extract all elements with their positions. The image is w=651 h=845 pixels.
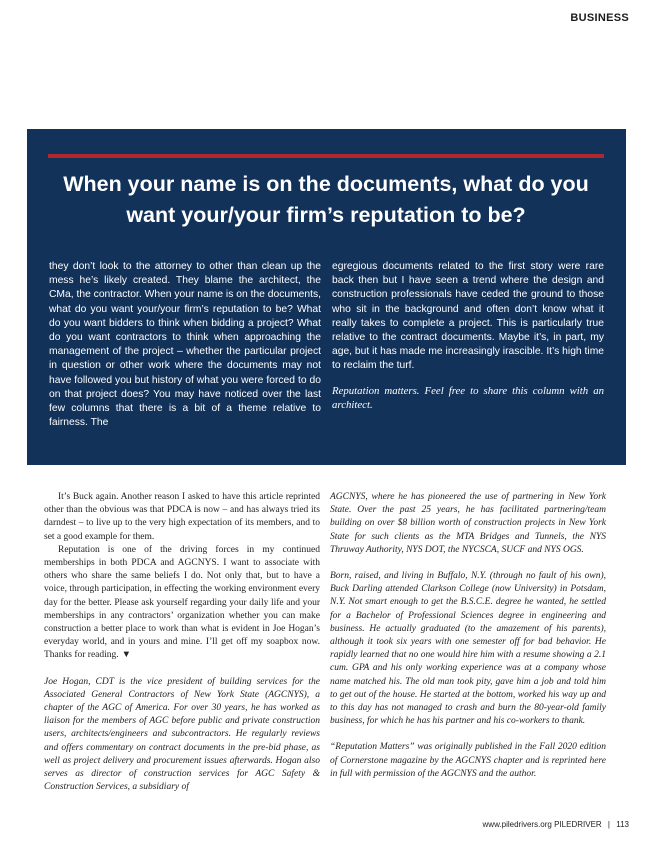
accent-rule xyxy=(48,154,604,158)
footer-separator: | xyxy=(607,820,610,829)
banner-column-right xyxy=(332,260,604,430)
article-column-right xyxy=(330,491,606,794)
body-paragraph-2-text: Reputation is one of the driving forces in my continued memberships in both PDCA and AGCNYS. I want to associate with others who share the same beliefs I do. Not only that, but to have a voice, through participation, in effecting the working environment every day for the better. Please ask yourself regarding your daily life and your memberships in any contractors’ organization whether you can make construction a better place to work than what is evident in Joe Hogan’s everyday world, and in yours and mine. I’ll get off my soapbox now. Thanks for reading. xyxy=(44,544,320,661)
body-paragraph-2 xyxy=(44,544,320,663)
footer-publication: PILEDRIVER xyxy=(554,820,602,829)
footer-url[interactable]: www.piledrivers.org xyxy=(482,820,552,829)
pull-quote-banner xyxy=(27,129,626,465)
article-column-left xyxy=(44,491,320,794)
banner-columns xyxy=(49,260,604,430)
article-body xyxy=(44,491,606,794)
author-bio-hogan: Joe Hogan, CDT is the vice president of building services for the Associated General Contractors of New York State (AGCNYS), a chapter of the AGC of America. For over 30 years, he has worked as liaison for the members of AGC before public and private construction users, architects/engineers and subcontractors. He regularly reviews and offers commentary on contract documents in the pre-bid phase, as well as project delivery and procurement issues afterwards. Hogan also serves as director of construction services for AGC Safety & Construction Services, a subsidiary of xyxy=(44,676,320,793)
body-paragraph-1: It’s Buck again. Another reason I asked to have this article reprinted other than the obvious was that PDCA is now – and has always tried its darndest – to live up to the very high expectation of its members, and to set a good example for them. xyxy=(44,492,320,542)
banner-right-text: egregious documents related to the first story were rare back then but I have seen a trend where the design and construction professionals have ceded the ground to those who sit in the background and often don’t know what it really takes to complete a project. This is particularly true relative to the contract documents. Maybe it’s, in part, my age, but it has made me increasingly irascible. It’s high time to reclaim the turf. xyxy=(332,261,604,372)
reprint-note: “Reputation Matters” was originally published in the Fall 2020 edition of Cornerstone magazine by the AGCNYS chapter and is reprinted here in full with permission of the AGCNYS and the author. xyxy=(330,742,606,779)
section-label: BUSINESS xyxy=(570,12,629,24)
author-bio-darling: Born, raised, and living in Buffalo, N.Y. (through no fault of his own), Buck Darling attended Clarkson College (now University) in Potsdam, N.Y. Not smart enough to get the B.S.C.E. degree he wanted, he settled for a Bachelor of Professional Sciences degree in engineering and business. He actually graduated (to the amazement of his parents), although it took six years with one semester off for bad behavior. He rapidly learned that no one would hire him with a resume showing a 2.1 cum. GPA and his only working experience was at a company whose name matched his. The old man took pity, gave him a job and told him to get out of the house. He started at the bottom, worked his way up and to this day has not managed to crash and burn the 80-year-old family business, for which he has his partner and his co-workers to thank. xyxy=(330,571,606,727)
author-bio-hogan-continued: AGCNYS, where he has pioneered the use of partnering in New York State. Over the past 25 years, he has facilitated partnering/team building on over $8 billion worth of construction projects in New York State for such clients as the MTA Bridges and Tunnels, the NYS Thruway Authority, NYS DOT, the NYCSCA, SUCF and NYS OGS. xyxy=(330,492,606,555)
page-number: 113 xyxy=(616,820,629,829)
page-footer xyxy=(483,820,629,829)
end-mark-icon: ▼ xyxy=(121,650,132,661)
banner-headline: When your name is on the documents, what do you want your/your firm’s reputation to be? xyxy=(63,172,589,227)
banner-right-italic: Reputation matters. Feel free to share this column with an architect. xyxy=(332,384,604,411)
banner-column-left xyxy=(49,260,321,430)
banner-left-text: they don’t look to the attorney to other than clean up the mess he’s likely created. They blame the architect, the CMa, the contractor. When your name is on the documents, what do you want your/your firm’s reputation to be? What do you want bidders to think when bidding a project? What do you want contractors to think when approaching the management of the project – whether the particular project in question or other work where the documents may not have followed you but history of what you were forced to do on that project does? You may have noticed over the last few columns that there is a bit of a theme relative to fairness. The xyxy=(49,261,321,429)
